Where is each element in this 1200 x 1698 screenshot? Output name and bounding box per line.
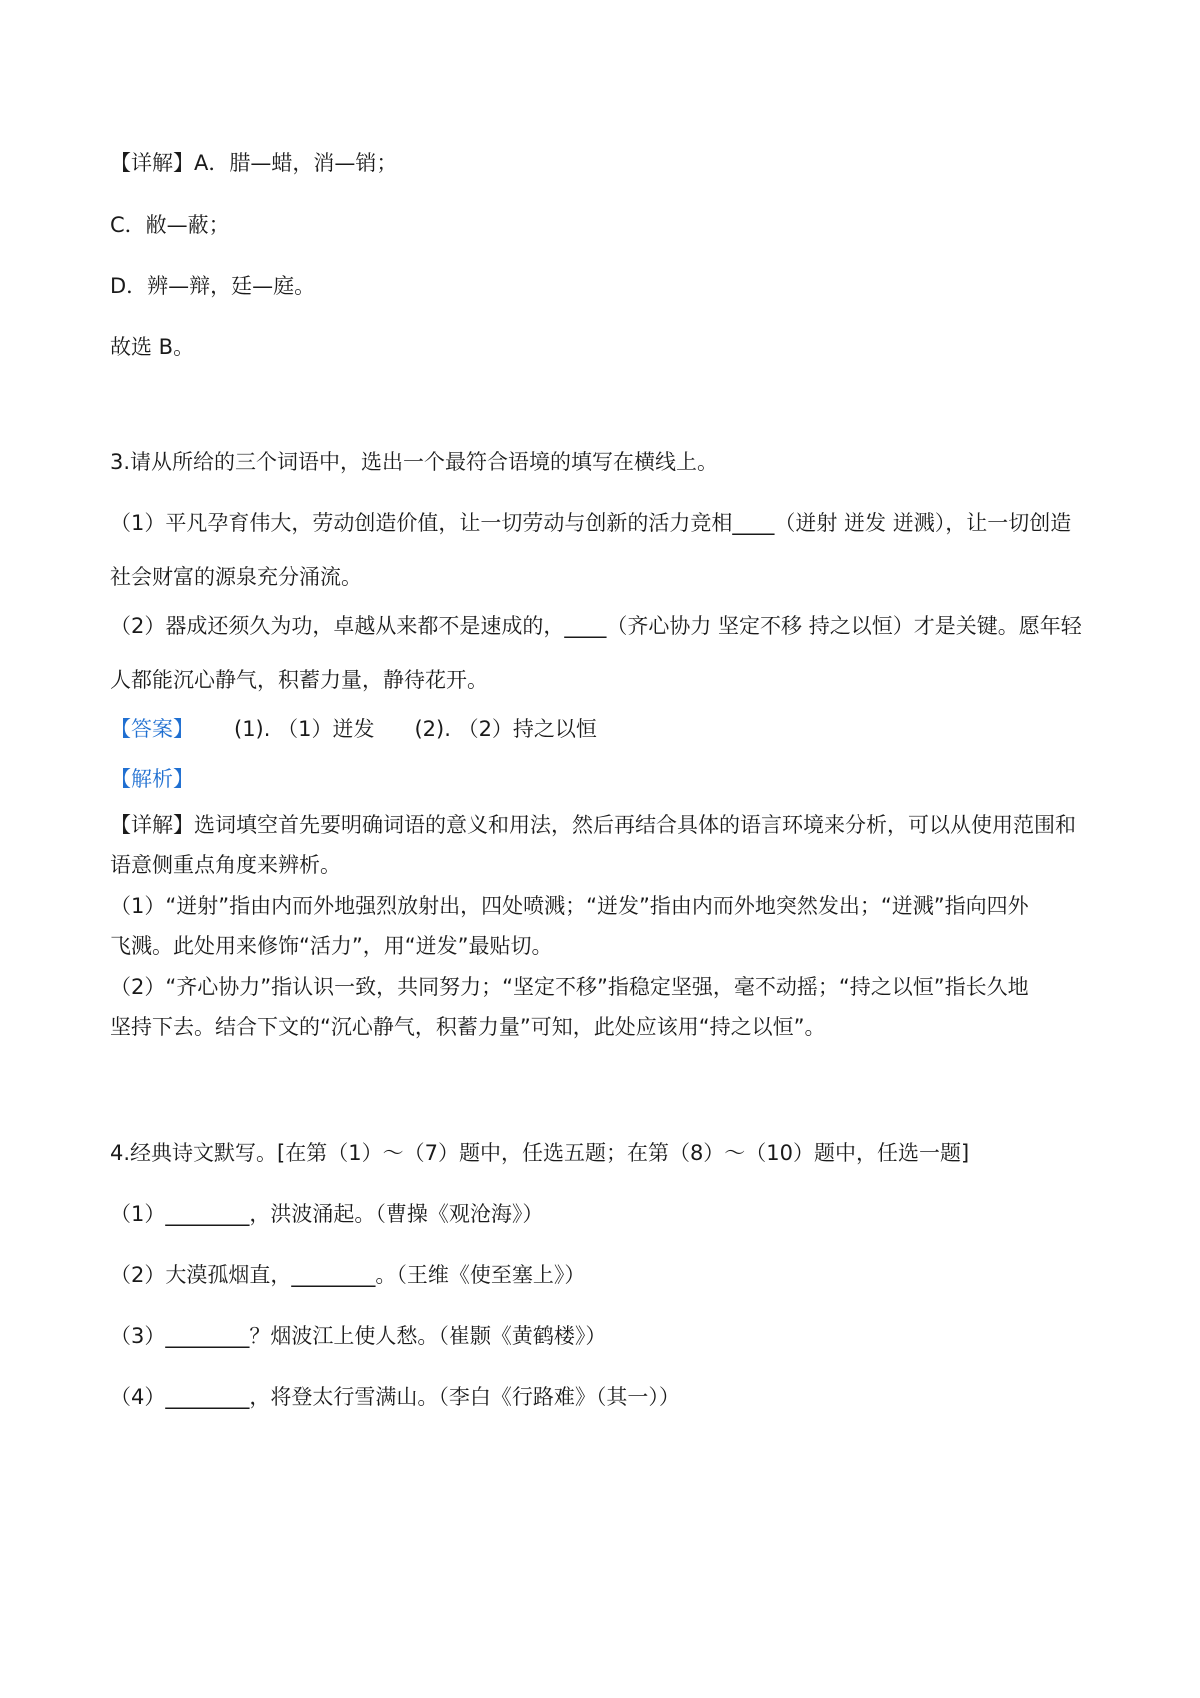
analysis-label: 【解析】 [110,767,194,791]
q3-detail-line4: 飞溅。此处用来修饰“活力”，用“迸发”最贴切。 [110,934,553,958]
q4-stem: 4.经典诗文默写。[在第（1）～（7）题中，任选五题；在第（8）～（10）题中，任选一题] [110,1141,970,1165]
q3-answer-row [110,714,597,744]
q3-item1-line1: （1）平凡孕育伟大，劳动创造价值，让一切劳动与创新的活力竞相____（迸射 迸发 迸溅），让一切创造 [110,511,1072,535]
q4-item-1: （1）________，洪波涌起。（曹操《观沧海》） [110,1202,544,1226]
q3-item1-line2: 社会财富的源泉充分涌流。 [110,565,362,589]
answer-2: (2). （2）持之以恒 [414,717,597,741]
q3-detail-line3: （1）“迸射”指由内而外地强烈放射出，四处喷溅；“迸发”指由内而外地突然发出；“迸溅”指向四外 [110,894,1029,918]
prev-conclusion: 故选 B。 [110,335,195,359]
q3-item2-line1: （2）器成还须久为功，卓越从来都不是速成的，____（齐心协力 坚定不移 持之以恒）才是关键。愿年轻 [110,614,1082,638]
answer-1: (1). （1）迸发 [234,717,375,741]
q4-item-3: （3）________？烟波江上使人愁。（崔颢《黄鹤楼》） [110,1324,607,1348]
q4-item-4: （4）________，将登太行雪满山。（李白《行路难》（其一）） [110,1385,680,1409]
answer-label: 【答案】 [110,717,194,741]
q3-detail-line2: 语意侧重点角度来辨析。 [110,853,341,877]
q3-item2-line2: 人都能沉心静气，积蓄力量，静待花开。 [110,668,488,692]
q3-detail-line5: （2）“齐心协力”指认识一致，共同努力；“坚定不移”指稳定坚强，毫不动摇；“持之以恒”指长久地 [110,975,1029,999]
prev-detail-c: C．敝—蔽； [110,213,230,237]
q3-detail-line1: 【详解】选词填空首先要明确词语的意义和用法，然后再结合具体的语言环境来分析，可以从使用范围和 [110,813,1076,837]
prev-detail-a: 【详解】A．腊—蜡，消—销； [110,151,398,175]
q3-detail-line6: 坚持下去。结合下文的“沉心静气，积蓄力量”可知，此处应该用“持之以恒”。 [110,1015,826,1039]
prev-detail-d: D．辨—辩，廷—庭。 [110,274,316,298]
q4-item-2: （2）大漠孤烟直，________。（王维《使至塞上》） [110,1263,586,1287]
q3-stem: 3.请从所给的三个词语中，选出一个最符合语境的填写在横线上。 [110,450,719,474]
